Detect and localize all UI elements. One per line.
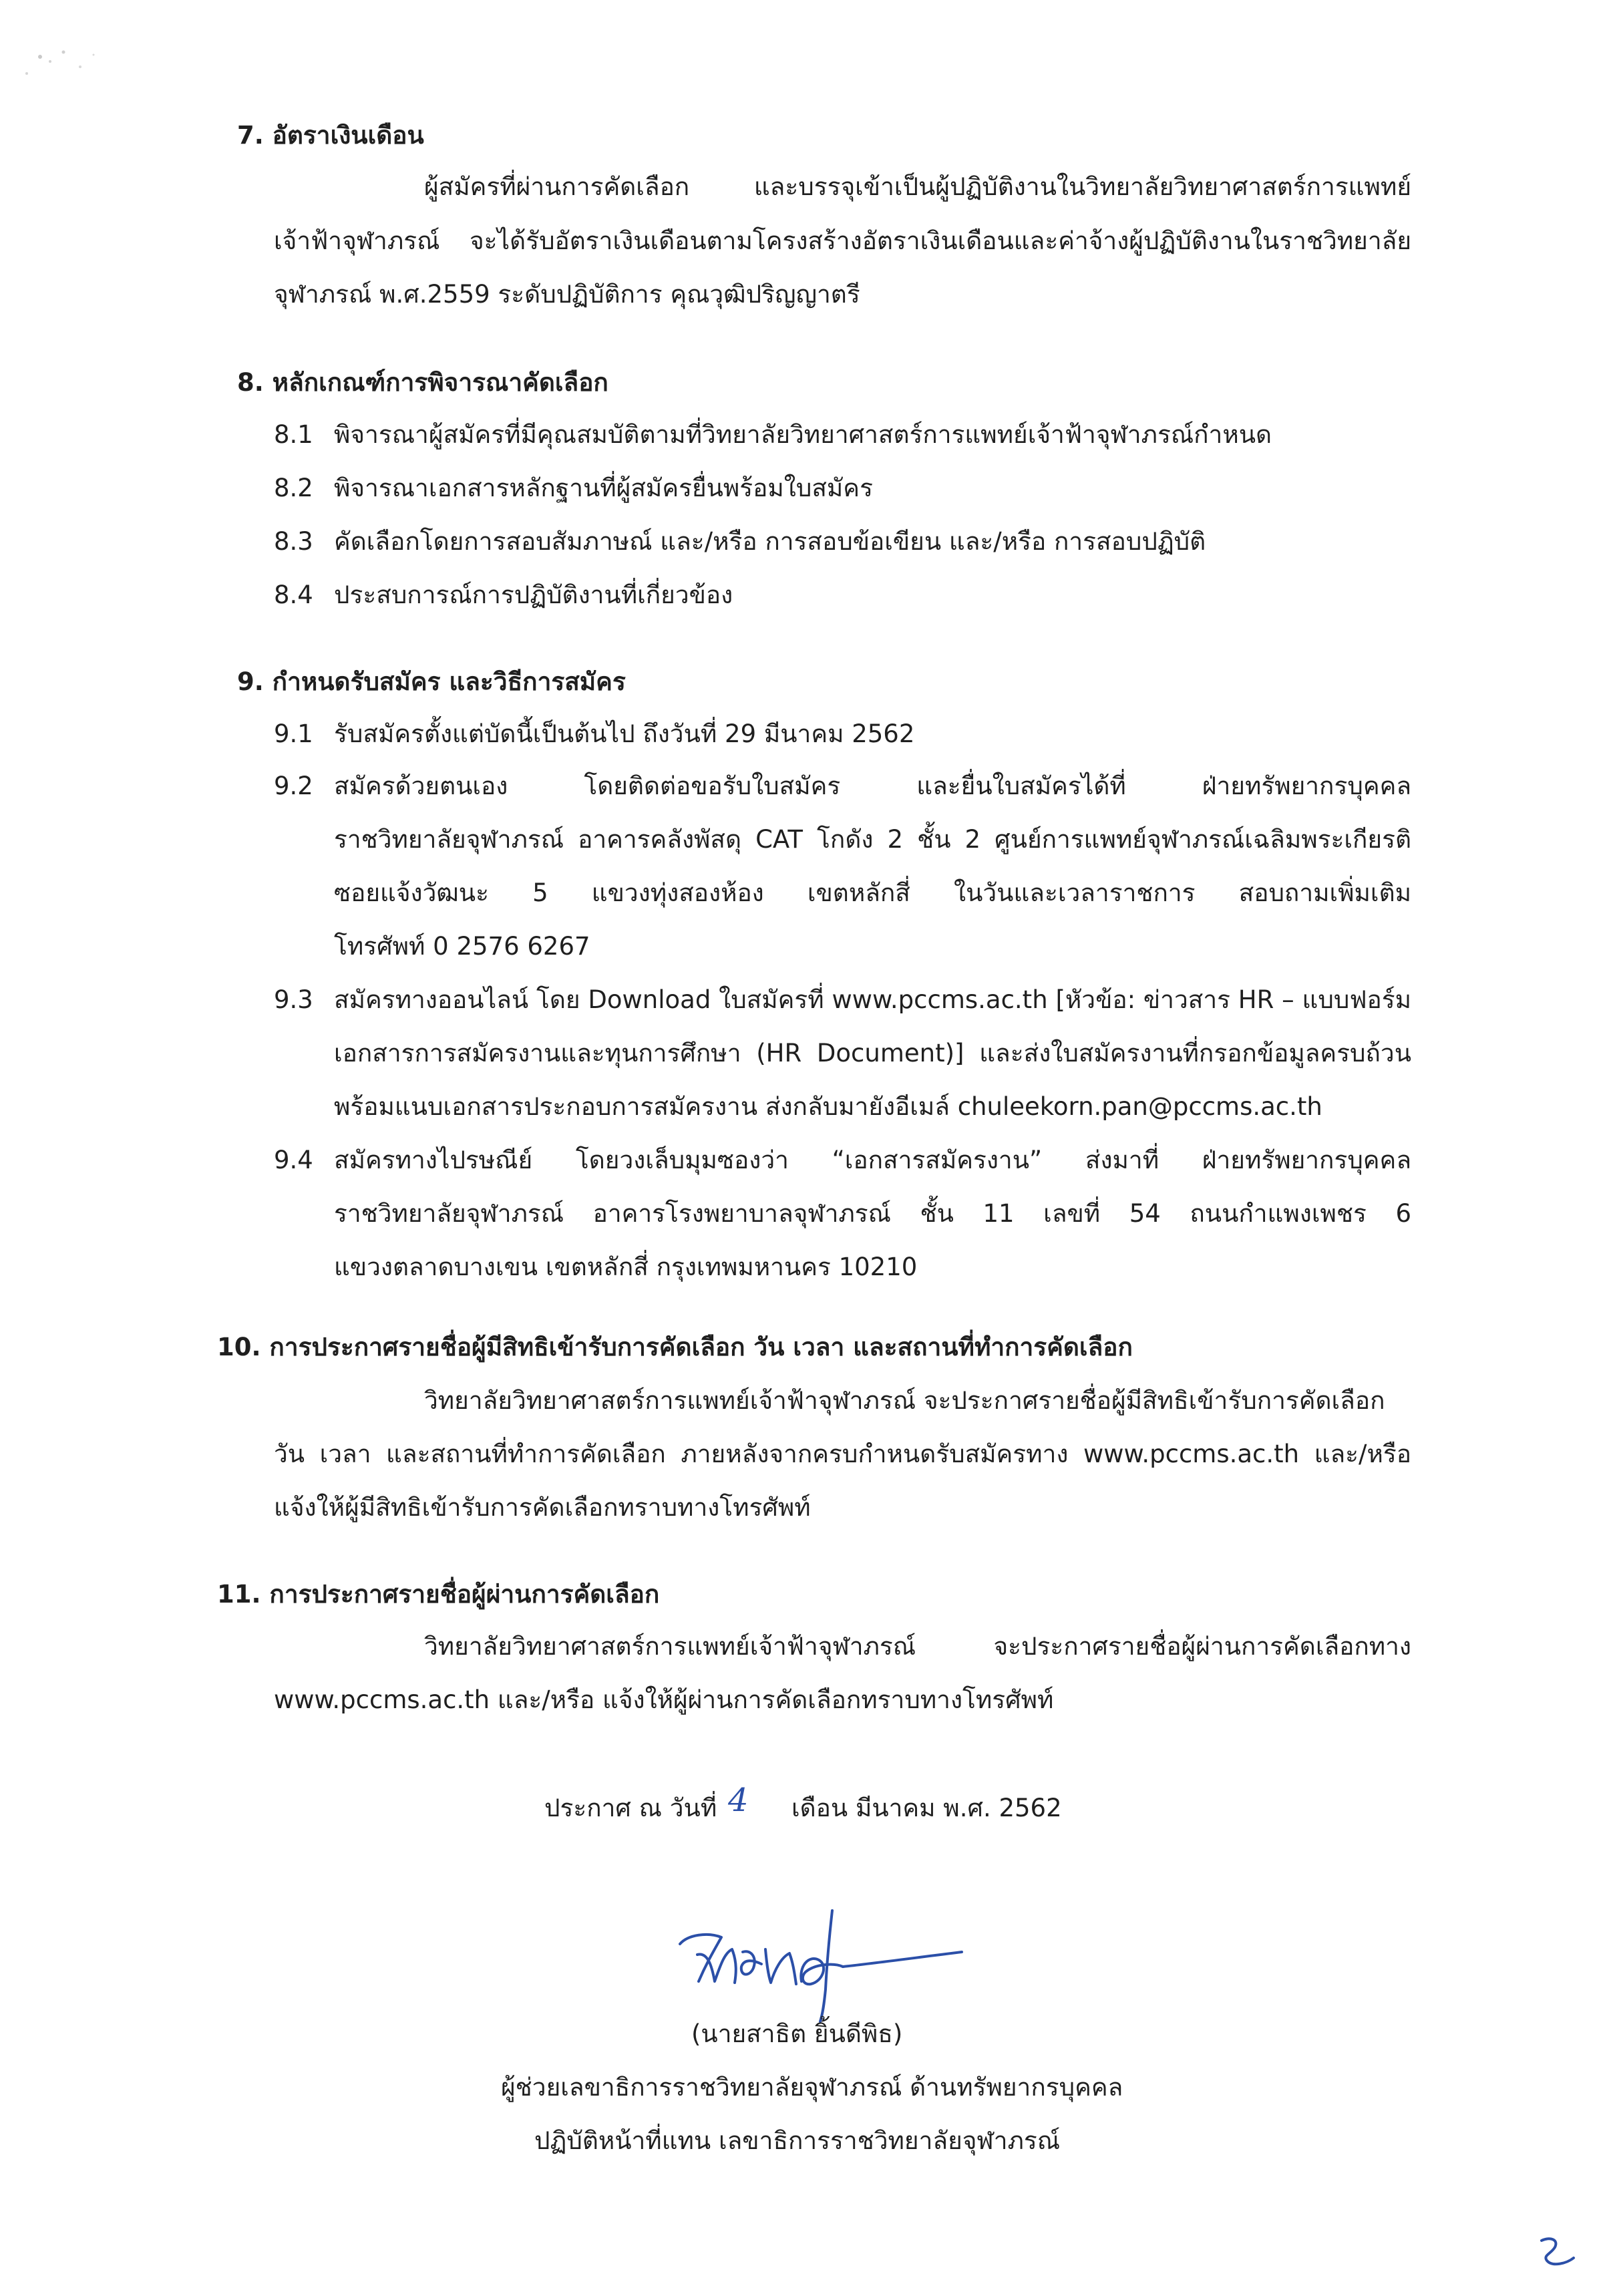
section-11-line-1: วิทยาลัยวิทยาศาสตร์การแพทย์เจ้าฟ้าจุฬาภรณ์ จะประกาศรายชื่อผู้ผ่านการคัดเลือกทาง [424,1632,1411,1661]
item-8-1-text: พิจารณาผู้สมัครที่มีคุณสมบัติตามที่วิทยาลัยวิทยาศาสตร์การแพทย์เจ้าฟ้าจุฬาภรณ์กำหนด [334,420,1272,449]
scan-smudge [0,20,134,100]
item-9-4-line-3: แขวงตลาดบางเขน เขตหลักสี่ กรุงเทพมหานคร 10210 [334,1253,918,1281]
section-7-line-2: เจ้าฟ้าจุฬาภรณ์ จะได้รับอัตราเงินเดือนตามโครงสร้างอัตราเงินเดือนและค่าจ้างผู้ปฏิบัติงานในราชวิทยาลัย [274,226,1411,255]
item-8-3-text: คัดเลือกโดยการสอบสัมภาษณ์ และ/หรือ การสอบข้อเขียน และ/หรือ การสอบปฏิบัติ [334,527,1206,556]
section-9-title: 9. กำหนดรับสมัคร และวิธีการสมัคร [237,667,626,696]
signatory-position-1: ผู้ช่วยเลขาธิการราชวิทยาลัยจุฬาภรณ์ ด้านทรัพยากรบุคคล [501,2073,1123,2102]
signature-image [668,1903,975,2029]
item-9-2-number: 9.2 [274,772,313,800]
item-9-4-line-1: สมัครทางไปรษณีย์ โดยวงเล็บมุมซองว่า “เอกสารสมัครงาน” ส่งมาที่ ฝ่ายทรัพยากรบุคคล [334,1146,1411,1174]
item-9-2-line-2: ราชวิทยาลัยจุฬาภรณ์ อาคารคลังพัสดุ CAT โกดัง 2 ชั้น 2 ศูนย์การแพทย์จุฬาภรณ์เฉลิมพระเกียรติ [334,825,1411,854]
announce-day-handwritten: 4 [728,1782,749,1819]
announce-suffix: เดือน มีนาคม พ.ศ. 2562 [791,1794,1062,1822]
section-10-line-3: แจ้งให้ผู้มีสิทธิเข้ารับการคัดเลือกทราบทางโทรศัพท์ [274,1493,811,1522]
item-8-2-text: พิจารณาเอกสารหลักฐานที่ผู้สมัครยื่นพร้อมใบสมัคร [334,474,873,502]
item-9-2-line-4: โทรศัพท์ 0 2576 6267 [334,932,590,961]
item-9-3-number: 9.3 [274,985,313,1014]
section-8-title: 8. หลักเกณฑ์การพิจารณาคัดเลือก [237,368,608,397]
item-9-2-line-3: ซอยแจ้งวัฒนะ 5 แขวงทุ่งสองห้อง เขตหลักสี่ ในวันและเวลาราชการ สอบถามเพิ่มเติม [334,878,1411,907]
item-8-1-number: 8.1 [274,420,313,449]
announce-prefix: ประกาศ ณ วันที่ [544,1794,717,1822]
item-8-4-text: ประสบการณ์การปฏิบัติงานที่เกี่ยวข้อง [334,581,733,609]
section-7-title: 7. อัตราเงินเดือน [237,121,424,150]
section-10-title: 10. การประกาศรายชื่อผู้มีสิทธิเข้ารับการคัดเลือก วัน เวลา และสถานที่ทำการคัดเลือก [217,1333,1133,1361]
item-9-1-number: 9.1 [274,719,313,748]
item-9-3-line-1: สมัครทางออนไลน์ โดย Download ใบสมัครที่ www.pccms.ac.th [หัวข้อ: ข่าวสาร HR – แบบฟอร์ม [334,985,1411,1014]
item-8-2-number: 8.2 [274,474,313,502]
item-9-4-number: 9.4 [274,1146,313,1174]
section-11-title: 11. การประกาศรายชื่อผู้ผ่านการคัดเลือก [217,1580,660,1609]
handwritten-page-mark [1530,2231,1583,2271]
item-8-4-number: 8.4 [274,581,313,609]
signatory-name: (นายสาธิต ยิ้นดีพิธ) [691,2019,903,2048]
signatory-position-2: ปฏิบัติหน้าที่แทน เลขาธิการราชวิทยาลัยจุฬาภรณ์ [534,2126,1061,2155]
section-11-line-2: www.pccms.ac.th และ/หรือ แจ้งให้ผู้ผ่านการคัดเลือกทราบทางโทรศัพท์ [274,1685,1054,1714]
item-9-4-line-2: ราชวิทยาลัยจุฬาภรณ์ อาคารโรงพยาบาลจุฬาภรณ์ ชั้น 11 เลขที่ 54 ถนนกำแพงเพชร 6 [334,1199,1411,1228]
section-7-line-3: จุฬาภรณ์ พ.ศ.2559 ระดับปฏิบัติการ คุณวุฒิปริญญาตรี [274,280,860,309]
item-9-3-line-3: พร้อมแนบเอกสารประกอบการสมัครงาน ส่งกลับมายังอีเมล์ chuleekorn.pan@pccms.ac.th [334,1092,1322,1121]
section-7-line-1: ผู้สมัครที่ผ่านการคัดเลือก และบรรจุเข้าเป็นผู้ปฏิบัติงานในวิทยาลัยวิทยาศาสตร์การแพทย์ [424,172,1411,201]
item-8-3-number: 8.3 [274,527,313,556]
section-10-line-2: วัน เวลา และสถานที่ทำการคัดเลือก ภายหลังจากครบกำหนดรับสมัครทาง www.pccms.ac.th และ/หรือ [274,1440,1411,1468]
item-9-1-text: รับสมัครตั้งแต่บัดนี้เป็นต้นไป ถึงวันที่ 29 มีนาคม 2562 [334,719,915,748]
section-10-line-1: วิทยาลัยวิทยาศาสตร์การแพทย์เจ้าฟ้าจุฬาภรณ์ จะประกาศรายชื่อผู้มีสิทธิเข้ารับการคัดเลือก [424,1386,1385,1415]
item-9-2-line-1: สมัครด้วยตนเอง โดยติดต่อขอรับใบสมัคร และยื่นใบสมัครได้ที่ ฝ่ายทรัพยากรบุคคล [334,772,1411,800]
item-9-3-line-2: เอกสารการสมัครงานและทุนการศึกษา (HR Document)] และส่งใบสมัครงานที่กรอกข้อมูลครบถ้วน [334,1039,1411,1068]
